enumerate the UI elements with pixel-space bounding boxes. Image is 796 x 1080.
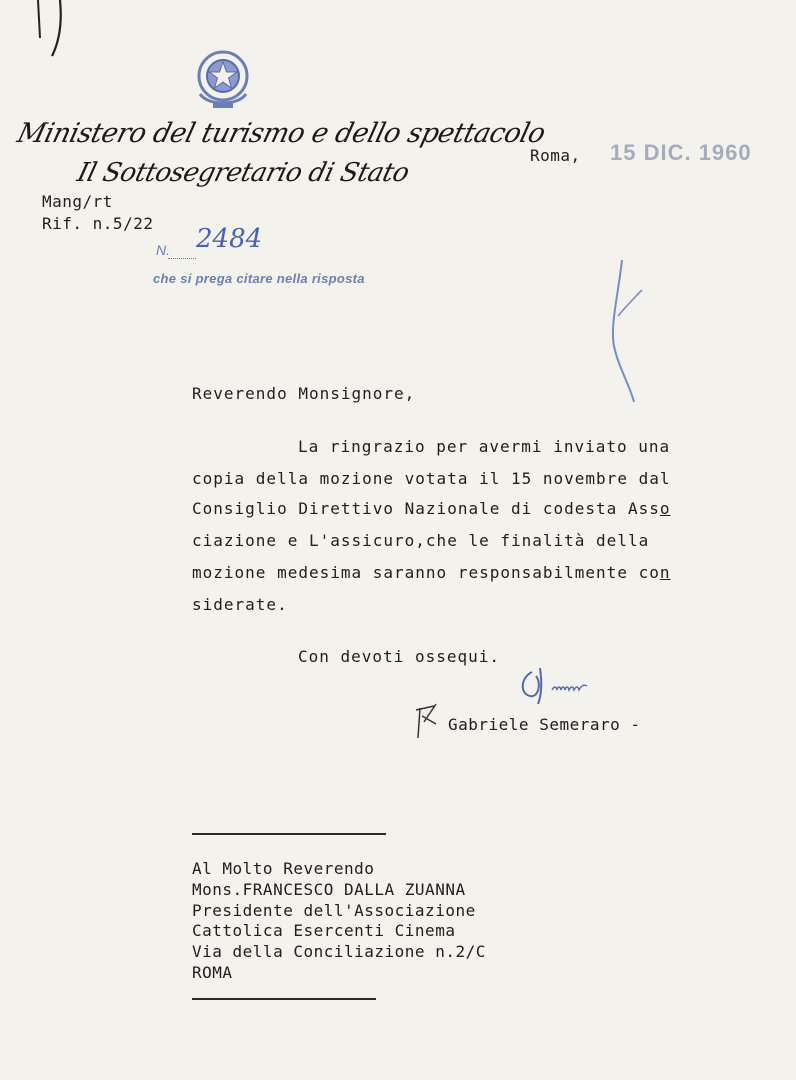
addressee-line-4: Cattolica Esercenti Cinema bbox=[192, 921, 456, 940]
body-line-5 bbox=[192, 563, 670, 582]
salutation: Reverendo Monsignore, bbox=[192, 384, 416, 403]
body-line-3-text: Consiglio Direttivo Nazionale di codesta Ass bbox=[192, 499, 660, 518]
body-line-5-text: mozione medesima saranno responsabilmente co bbox=[192, 563, 660, 582]
body-line-1: La ringrazio per avermi inviato una bbox=[298, 437, 671, 456]
office-heading: Il Sottosegretario di Stato bbox=[74, 158, 413, 188]
addressee-line-3: Presidente dell'Associazione bbox=[192, 901, 476, 920]
reference-initials: Mang/rt bbox=[42, 192, 113, 211]
body-line-3 bbox=[192, 499, 670, 518]
body-line-4: ciazione e L'assicuro,che le finalità della bbox=[192, 531, 650, 550]
addressee-line-6: ROMA bbox=[192, 963, 233, 982]
addressee-top-rule bbox=[192, 833, 386, 835]
marginal-signature-mark bbox=[600, 256, 650, 406]
body-line-3-hyphen: o bbox=[659, 499, 671, 518]
body-line-5-hyphen: n bbox=[659, 563, 671, 582]
addressee-line-5: Via della Conciliazione n.2/C bbox=[192, 942, 486, 961]
signed-mark-icon bbox=[412, 700, 440, 740]
protocol-number: 2484 bbox=[196, 224, 263, 254]
reference-rif: Rif. n.5/22 bbox=[42, 214, 154, 233]
date-stamp: 15 DIC. 1960 bbox=[610, 140, 752, 165]
body-line-2: copia della mozione votata il 15 novembre dal bbox=[192, 469, 671, 488]
addressee-bottom-rule bbox=[192, 998, 376, 1000]
body-line-6: siderate. bbox=[192, 595, 288, 614]
ministry-heading: Ministero del turismo e dello spettacolo bbox=[14, 118, 549, 149]
republic-emblem-icon bbox=[194, 48, 252, 112]
binder-mark bbox=[30, 0, 70, 60]
protocol-dotted-line bbox=[168, 258, 196, 259]
addressee-line-2: Mons.FRANCESCO DALLA ZUANNA bbox=[192, 880, 466, 899]
protocol-prefix: N. bbox=[156, 242, 170, 258]
signatory-name: Gabriele Semeraro - bbox=[448, 715, 641, 734]
closing: Con devoti ossequi. bbox=[298, 647, 501, 666]
handwritten-signature bbox=[516, 664, 626, 706]
addressee-line-1: Al Molto Reverendo bbox=[192, 859, 375, 878]
protocol-note: che si prega citare nella risposta bbox=[153, 271, 365, 286]
place-label: Roma, bbox=[530, 146, 581, 165]
